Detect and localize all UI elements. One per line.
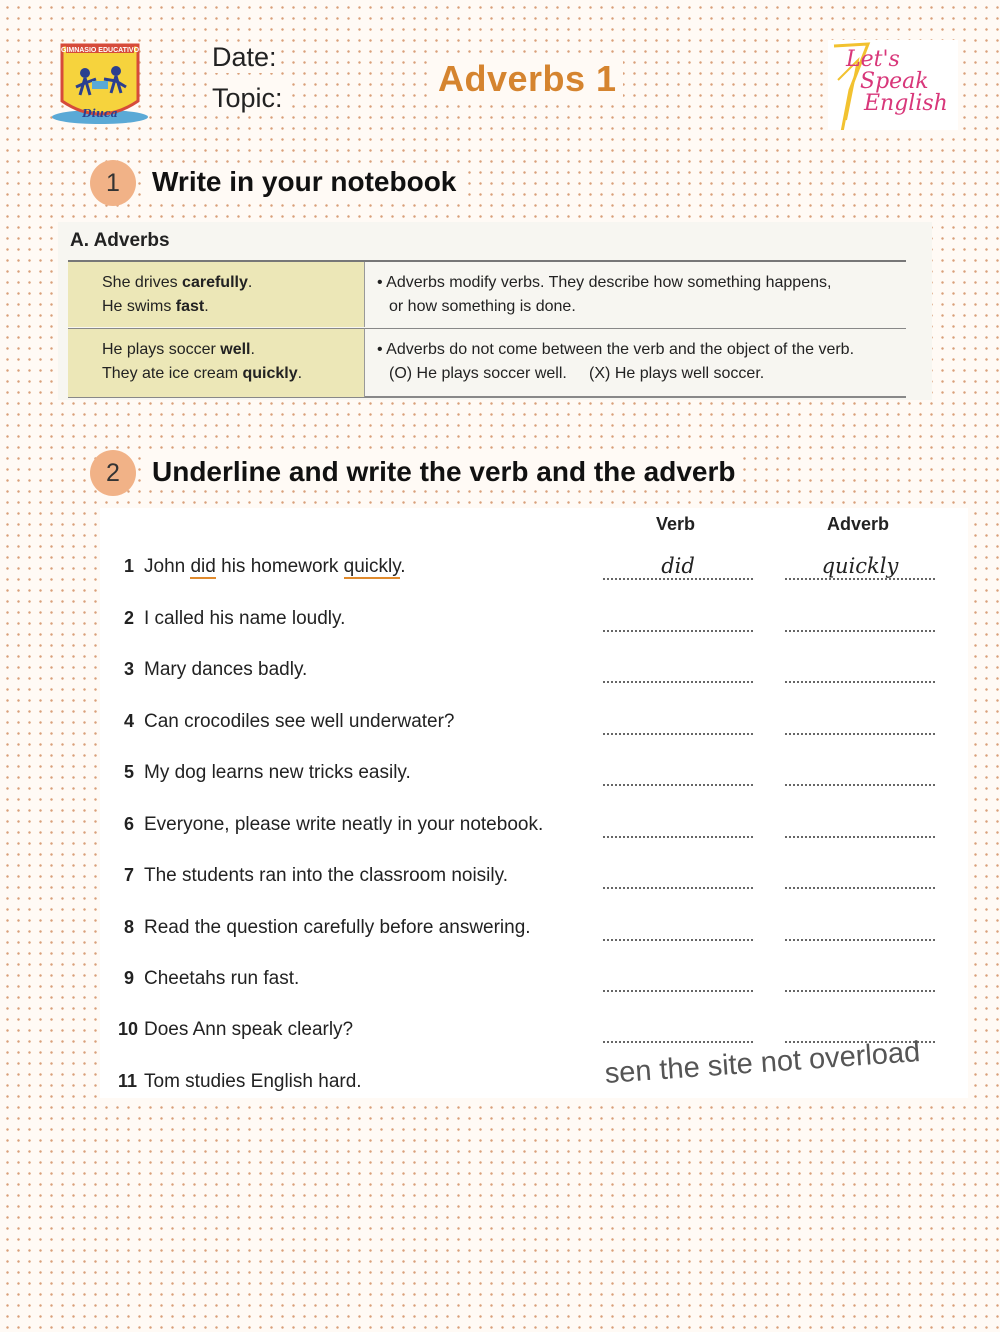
grammar-example: They ate ice cream quickly.	[102, 365, 303, 382]
adverb-answer-field[interactable]: quickly	[785, 554, 935, 580]
page-title: Adverbs 1	[432, 58, 623, 100]
date-label: Date:	[208, 42, 281, 73]
brand-logo-line-1: Let's	[846, 47, 900, 72]
exercise-number: 6	[123, 814, 134, 834]
section-2-title: Underline and write the verb and the adverb	[148, 456, 739, 488]
verb-answer-field[interactable]	[603, 812, 753, 838]
verb-answer-field[interactable]	[603, 915, 753, 941]
exercise-sentence: John did his homework quickly.	[144, 556, 406, 577]
exercise-number: 4	[123, 711, 134, 731]
grammar-example: He swims fast.	[102, 298, 209, 315]
grammar-table	[68, 260, 906, 398]
underlined-verb: did	[190, 556, 216, 577]
brand-logo-line-3: English	[864, 91, 948, 116]
grammar-note: (O) He plays soccer well. (X) He plays well soccer.	[389, 365, 765, 382]
grammar-notes-cell	[365, 328, 906, 397]
adverb-answer-field[interactable]	[785, 966, 935, 992]
adverb-answer-field[interactable]	[785, 915, 935, 941]
topic-label: Topic:	[208, 83, 287, 114]
grammar-examples-cell	[68, 328, 365, 397]
grammar-example: He plays soccer well.	[102, 341, 255, 358]
section-1-title: Write in your notebook	[148, 166, 460, 198]
exercise-sentence: The students ran into the classroom noisily.	[144, 865, 508, 886]
adverb-column-header: Adverb	[827, 514, 890, 534]
verb-answer-field[interactable]	[603, 606, 753, 632]
adverb-answer-field[interactable]	[785, 657, 935, 683]
exercise-sentence: Mary dances badly.	[144, 659, 308, 680]
exercise-number: 5	[123, 762, 134, 782]
exercise-sentence: Can crocodiles see well underwater?	[144, 711, 455, 732]
verb-answer-field[interactable]	[603, 709, 753, 735]
underlined-adverb: quickly	[343, 556, 401, 577]
exercise-sentence: I called his name loudly.	[144, 608, 346, 629]
school-logo-text: GIMNASIO EDUCATIVO	[60, 47, 140, 54]
grammar-note: or how something is done.	[389, 298, 576, 315]
school-logo	[50, 35, 150, 127]
grammar-heading: A. Adverbs	[70, 230, 170, 251]
exercise-sentence: Cheetahs run fast.	[144, 968, 300, 989]
grammar-examples-cell	[68, 262, 365, 327]
verb-answer-field[interactable]	[603, 760, 753, 786]
exercise-sentence: My dog learns new tricks easily.	[144, 762, 411, 783]
exercise-panel	[100, 508, 968, 1098]
section-2-number: 2	[90, 450, 136, 496]
verb-answer-field[interactable]	[603, 863, 753, 889]
adverb-answer-field[interactable]	[785, 812, 935, 838]
exercise-sentence: Read the question carefully before answering.	[144, 917, 531, 938]
exercise-sentence: Tom studies English hard.	[144, 1071, 362, 1092]
adverb-answer-field[interactable]	[785, 863, 935, 889]
exercise-number: 10	[118, 1019, 139, 1039]
grammar-example: She drives carefully.	[102, 274, 253, 291]
adverb-answer-field[interactable]	[785, 709, 935, 735]
grammar-box	[58, 222, 932, 400]
grammar-note: • Adverbs do not come between the verb and the object of the verb.	[377, 341, 855, 358]
grammar-note: • Adverbs modify verbs. They describe how something happens,	[377, 274, 832, 291]
exercise-number: 11	[118, 1071, 138, 1091]
brand-logo-line-2: Speak	[860, 69, 929, 94]
exercise-number: 1	[123, 556, 134, 576]
school-logo-name: Diuca	[82, 107, 118, 120]
exercise-number: 2	[123, 608, 134, 628]
verb-column-header: Verb	[656, 514, 696, 534]
exercise-number: 8	[123, 917, 134, 937]
exercise-number: 9	[123, 968, 134, 988]
verb-answer-field[interactable]	[603, 966, 753, 992]
verb-answer-field[interactable]	[603, 1017, 753, 1043]
exercise-number: 3	[123, 659, 134, 679]
adverb-answer-field[interactable]	[785, 606, 935, 632]
exercise-sentence: Does Ann speak clearly?	[144, 1019, 354, 1040]
exercise-sentence: Everyone, please write neatly in your notebook.	[144, 814, 544, 835]
grammar-notes-cell	[365, 262, 906, 327]
section-1-number: 1	[90, 160, 136, 206]
exercise-number: 7	[123, 865, 134, 885]
watermark-text: sen the site not overload	[603, 1036, 922, 1091]
verb-answer-field[interactable]: did	[603, 554, 753, 580]
verb-answer-field[interactable]	[603, 657, 753, 683]
lets-speak-english-logo	[828, 40, 958, 130]
adverb-answer-field[interactable]	[785, 760, 935, 786]
